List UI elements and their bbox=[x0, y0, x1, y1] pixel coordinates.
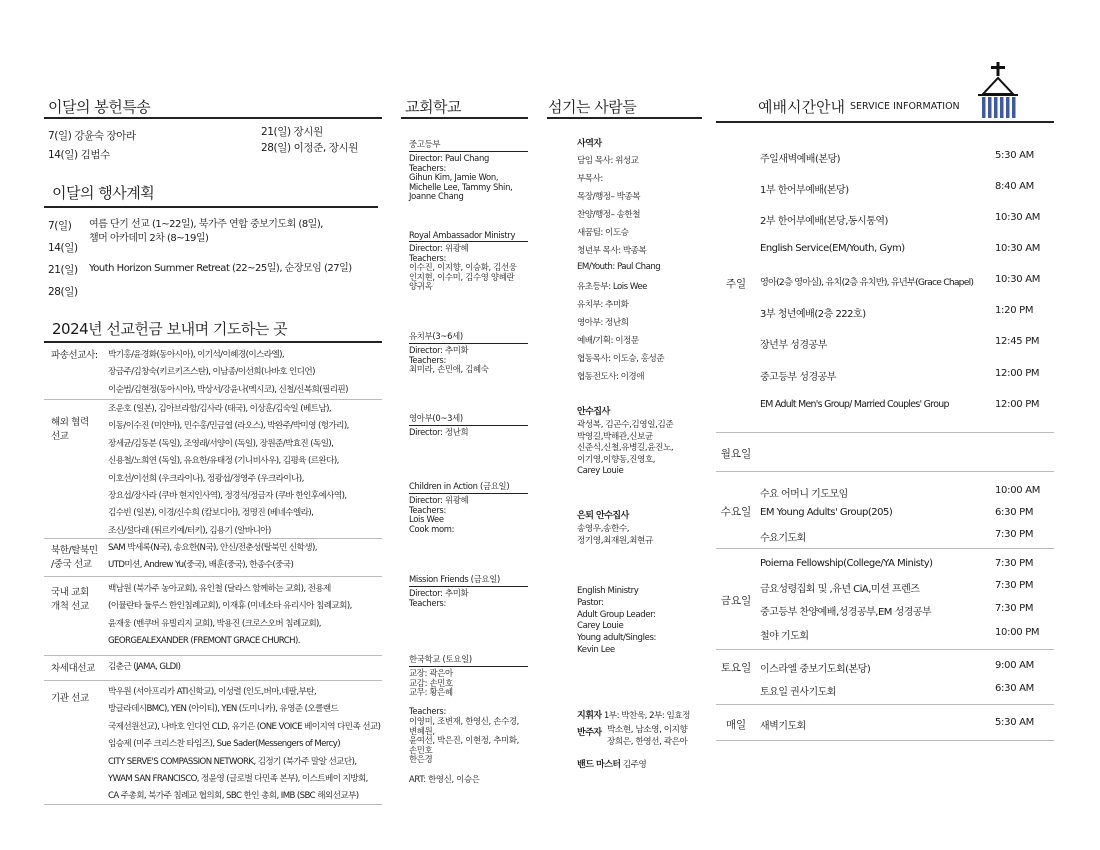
mission-label: 기관 선교 bbox=[51, 693, 89, 704]
service-name: 1부 한어부예배(본당) bbox=[760, 185, 849, 196]
service-time: 5:30 AM bbox=[995, 717, 1035, 728]
service-name: 새벽기도회 bbox=[760, 721, 806, 732]
events-rule bbox=[44, 206, 378, 208]
service-name: 주일새벽예배(본당) bbox=[760, 154, 841, 165]
service-time: 6:30 AM bbox=[995, 683, 1035, 694]
mission-lines bbox=[108, 684, 382, 806]
service-name: EM Adult Men's Group/ Married Couples' Group bbox=[760, 399, 949, 410]
mission-row-sent bbox=[44, 343, 382, 400]
mission-line: (이뮬란타 둘루스 한인침례교회), 이재휴 (미네소타 유리시아 침례교회), bbox=[108, 601, 352, 612]
accompanist-line bbox=[577, 725, 602, 738]
church-icon bbox=[975, 62, 1021, 120]
mission-title: 2024년 선교헌금 보내며 기도하는 곳 bbox=[52, 320, 288, 338]
dept-korean-school bbox=[409, 653, 528, 784]
service-separator bbox=[716, 704, 1054, 705]
service-time: 12:00 PM bbox=[995, 399, 1040, 410]
mission-line: 장세균/김동분 (독일), 조영래/서양이 (독일), 장원준/박효진 (독일), bbox=[108, 438, 334, 449]
service-time: 7:30 PM bbox=[995, 603, 1034, 614]
service-name: EM Young Adults' Group(205) bbox=[760, 507, 893, 518]
accompanist-label: 반주자 bbox=[577, 728, 602, 738]
dept-body: Director: 정난희 bbox=[409, 427, 469, 437]
events-title: 이달의 행사계획 bbox=[52, 184, 155, 202]
staff-item: 유치부: 추미화 bbox=[577, 300, 629, 310]
service-title: 예배시간안내 bbox=[758, 98, 845, 116]
mission-label: 파송선교사: bbox=[51, 350, 98, 361]
dept-head: Mission Friends (금요일) bbox=[409, 573, 528, 587]
staff-item: 청년부 목사: 박종복 bbox=[577, 246, 647, 256]
mission-line: YWAM SAN FRANCISCO, 정윤영 (글로벌 다민족 본부), 이스트베이 지방회, bbox=[108, 774, 368, 785]
mission-lines bbox=[108, 659, 382, 676]
mission-line: 이호선/이선희 (우크라이나), 정광섭/정영주 (우크라이나), bbox=[108, 473, 304, 484]
staff-item: 찬양/행정– 송한철 bbox=[577, 210, 641, 220]
staff-heading: 사역자 bbox=[577, 139, 602, 149]
staff-item: 부목사: bbox=[577, 174, 603, 184]
staff-item: 목장/행정– 박종복 bbox=[577, 192, 641, 202]
service-name: 중고등부 찬양예배,성경공부,EM 성경공부 bbox=[760, 607, 932, 618]
servants-title: 섬기는 사람들 bbox=[548, 98, 637, 116]
deacons-list: 곽성복, 김곤수,김영일,김준 박영길,박해관,신보균 신준식,신철,유병길,윤진노, 이기영,이향동,진영호, Carey Louie bbox=[577, 420, 674, 476]
event-day: 28(일) bbox=[48, 286, 78, 298]
mission-line: 이동/이수진 (미얀마), 민수홍/민금엽 (라오스), 박완주/박미영 (헝가리), bbox=[108, 421, 349, 432]
mission-lines bbox=[108, 401, 382, 540]
service-name: 영아(2층 영아실), 유치(2층 유치반), 유년부(Grace Chapel) bbox=[760, 277, 974, 288]
service-name: 수요 어머니 기도모임 bbox=[760, 489, 848, 500]
dept-body: 교장: 곽은아 교감: 손민호 교무: 황은혜 Teachers: 이영미, 조변재, 한영신, 손수경, 변혜원, 윤여선, 박은진, 이현정, 추미화, 손민호 한은경 ART: 한영신, 이승은 bbox=[409, 668, 520, 784]
service-rule bbox=[716, 121, 1054, 123]
staff-item: 담임 목사: 위성교 bbox=[577, 156, 639, 166]
english-ministry: English Ministry Pastor: Adult Group Leader: Carey Louie Young adult/Singles: Kevin Lee bbox=[577, 586, 657, 655]
mission-line: 윤재웅 (벤쿠버 유빌리지 교회), 박용진 (크로스오버 침례교회), bbox=[108, 618, 321, 629]
event-item: 챔머 아카데미 2차 (8~19일) bbox=[89, 233, 209, 244]
event-day: 21(일) bbox=[48, 264, 78, 276]
dept-head: 영아부(0~3세) bbox=[409, 412, 528, 426]
offering-title: 이달의 봉헌특송 bbox=[48, 98, 151, 116]
service-time: 10:00 AM bbox=[995, 485, 1041, 496]
service-separator bbox=[716, 471, 1054, 472]
conductor-value: 1부: 박찬욱, 2부: 임효정 bbox=[603, 711, 690, 721]
mission-line: GEORGEALEXANDER (FREMONT GRACE CHURCH). bbox=[108, 636, 300, 647]
mission-row-northkorea bbox=[44, 539, 382, 577]
mission-lines bbox=[108, 540, 382, 575]
dept-body: Director: 위광혜 Teachers: Lois Wee Cook mom: bbox=[409, 495, 469, 534]
band-line bbox=[577, 757, 646, 770]
band-value: 김주영 bbox=[622, 760, 647, 770]
dept-head: Royal Ambassador Ministry bbox=[409, 230, 528, 242]
offering-entry: 28(일) 이정준, 장시원 bbox=[261, 142, 358, 154]
service-name: 토요일 권사기도회 bbox=[760, 687, 836, 698]
dept-mission-friends bbox=[409, 573, 528, 608]
accompanist-value: 박소현, 남소영, 이지향 장희은, 한영선, 곽은아 bbox=[607, 725, 688, 747]
mission-line: 임승제 (미주 크리스찬 타임즈), Sue Sader(Messengers of Mercy) bbox=[108, 739, 340, 750]
retired-deacons-list: 송영우,송한수, 정기영,최재원,최현규 bbox=[577, 524, 653, 546]
mission-line: 방글라데시BMC), YEN (아이티), YEN (도미니카), 유영준 (오클랜드 bbox=[108, 704, 339, 715]
service-time: 7:30 PM bbox=[995, 580, 1034, 591]
servants-rule bbox=[547, 117, 702, 119]
mission-row-overseas bbox=[44, 400, 382, 539]
service-name: 2부 한어부예배(본당,동시통역) bbox=[760, 216, 888, 227]
retired-deacons-heading: 은퇴 안수집사 bbox=[577, 511, 629, 521]
event-item: 여름 단기 선교 (1~22일), 북가주 연합 중보기도회 (8일), bbox=[89, 219, 323, 230]
day-friday: 금요일 bbox=[720, 595, 752, 607]
service-time: 10:30 AM bbox=[995, 274, 1041, 285]
service-time: 12:00 PM bbox=[995, 368, 1040, 379]
mission-line: 김춘근 (JAMA, GLDI) bbox=[108, 662, 181, 672]
staff-item: 영아부: 정난희 bbox=[577, 318, 629, 328]
dept-preschool bbox=[409, 330, 528, 375]
mission-lines bbox=[108, 347, 382, 399]
day-monday: 월요일 bbox=[720, 448, 752, 460]
mission-lines bbox=[108, 581, 382, 651]
mission-line: 백남원 (북가주 농아교회), 유인철 (달라스 함께하는 교회), 전용제 bbox=[108, 584, 331, 594]
mission-line: 박기홍/윤경화(동아시아), 이기석/이혜경(이스라엘), bbox=[108, 350, 285, 360]
dept-youth bbox=[409, 138, 528, 202]
mission-line: 조운호 (일본), 김아브라함/김사라 (태국), 이상훈/김숙일 (베트남), bbox=[108, 404, 331, 414]
dept-head: 한국학교 (토요일) bbox=[409, 653, 528, 667]
dept-head: 중고등부 bbox=[409, 138, 528, 152]
staff-item: 협동목사: 이도승, 홍성준 bbox=[577, 354, 665, 364]
service-time: 6:30 PM bbox=[995, 507, 1034, 518]
mission-line: CITY SERVE'S COMPASSION NETWORK, 김정기 (북가주 말알 선교단), bbox=[108, 756, 357, 767]
offering-entry: 14(일) 김범수 bbox=[48, 149, 110, 161]
mission-line: 김수빈 (일본), 이경/신수희 (캄보디아), 정명진 (베네수엘라), bbox=[108, 508, 314, 519]
event-day: 14(일) bbox=[48, 242, 78, 254]
service-name: 중고등부 성경공부 bbox=[760, 372, 836, 383]
service-name: English Service(EM/Youth, Gym) bbox=[760, 243, 905, 254]
mission-label: 북한/탈북민 /중국 선교 bbox=[51, 545, 98, 570]
day-wednesday: 수요일 bbox=[720, 506, 752, 518]
mission-line: 박우원 (서아프리카 ATI신학교), 이성렬 (인도,버마,네팔,부탄, bbox=[108, 687, 317, 697]
service-time: 12:45 PM bbox=[995, 336, 1040, 347]
service-time: 10:00 PM bbox=[995, 627, 1040, 638]
staff-item: 협동전도사: 이경애 bbox=[577, 372, 645, 382]
event-day: 7(일) bbox=[48, 220, 72, 232]
service-name: 이스라엘 중보기도회(본당) bbox=[760, 664, 871, 675]
mission-label: 해외 협력 선교 bbox=[51, 417, 89, 442]
dept-body: Director: 추미화 Teachers: bbox=[409, 588, 469, 608]
day-daily: 매일 bbox=[725, 719, 747, 731]
mission-label: 국내 교회 개척 선교 bbox=[51, 587, 89, 612]
service-time: 8:40 AM bbox=[995, 181, 1035, 192]
day-saturday: 토요일 bbox=[720, 662, 752, 674]
offering-entry: 21(일) 장시원 bbox=[261, 126, 323, 138]
deacons-heading: 안수집사 bbox=[577, 407, 610, 417]
mission-line: CA 주총회, 북가주 침례교 협의회, SBC 한인 총회, IMB (SBC 해외선교부) bbox=[108, 791, 359, 802]
staff-item: 새꿈팀: 이도승 bbox=[577, 228, 629, 238]
school-title: 교회학교 bbox=[405, 98, 461, 116]
day-sunday: 주일 bbox=[725, 278, 747, 290]
staff-item: 유초등부: Lois Wee bbox=[577, 282, 647, 292]
conductor-line bbox=[577, 708, 690, 721]
event-item: Youth Horizon Summer Retreat (22~25일), 순장모임 (27일) bbox=[89, 263, 352, 274]
dept-body: Director: Paul Chang Teachers: Gihun Kim, Jamie Won, Michelle Lee, Tammy Shin, Joanne Chang bbox=[409, 153, 513, 202]
service-name: 3부 청년예배(2층 222호) bbox=[760, 309, 866, 320]
mission-label: 차세대선교 bbox=[51, 663, 95, 674]
service-separator bbox=[716, 432, 1054, 433]
offering-entry: 7(일) 강윤숙 장아라 bbox=[48, 130, 136, 142]
service-time: 10:30 AM bbox=[995, 243, 1041, 254]
mission-line: 국제선원선교), 나바호 인디언 CLD, 유기은 (ONE VOICE 베이지역 다민족 선교) bbox=[108, 721, 381, 732]
conductor-label: 지휘자 bbox=[577, 711, 602, 721]
dept-infant bbox=[409, 412, 528, 438]
school-rule bbox=[401, 117, 528, 119]
service-title-english: SERVICE INFORMATION bbox=[850, 101, 960, 112]
staff-item: 예배/기획: 이정문 bbox=[577, 336, 639, 346]
band-label: 밴드 마스터 bbox=[577, 760, 621, 770]
dept-children-in-action bbox=[409, 480, 528, 534]
mission-line: 신용철/노희연 (독일), 유요한/유태정 (기니비사우), 김평육 (르완다), bbox=[108, 456, 339, 467]
service-time: 10:30 AM bbox=[995, 212, 1041, 223]
mission-line: 이순범/김현정(동아시아), 박상서/강윤나(멕시코), 신철/신복희(필리핀) bbox=[108, 384, 348, 395]
service-separator bbox=[716, 649, 1054, 650]
dept-head: 유치부(3~6세) bbox=[409, 330, 528, 344]
service-time: 1:20 PM bbox=[995, 305, 1034, 316]
service-time: 9:00 AM bbox=[995, 660, 1035, 671]
mission-row-domestic bbox=[44, 577, 382, 656]
mission-line: 장금주/김창숙(키르키즈스탄), 이남종/이선희(나바호 인디언) bbox=[108, 367, 315, 378]
service-name: 수요기도회 bbox=[760, 533, 806, 544]
dept-body: Director: 위광혜 Teachers: 이수진, 이지향, 이승화, 김선웅 인지현, 이수미, 김수영 양혜란 양귀옥 bbox=[409, 243, 517, 292]
dept-head: Children in Action (금요일) bbox=[409, 480, 528, 494]
service-name: 금요성령집회 및 ,유년 CiA,미션 프렌즈 bbox=[760, 584, 920, 595]
service-name: 철야 기도회 bbox=[760, 631, 809, 642]
service-name: 장년부 성경공부 bbox=[760, 340, 827, 351]
mission-row-institution bbox=[44, 681, 382, 805]
service-name: Poiema Fellowship(College/YA Ministy) bbox=[760, 558, 933, 569]
service-time: 7:30 PM bbox=[995, 558, 1034, 569]
service-time: 7:30 PM bbox=[995, 529, 1034, 540]
mission-line: UTD미션, Andrew Yu(중국), 배훈(중국), 한종수(중국) bbox=[108, 560, 294, 571]
mission-row-nextgen bbox=[44, 656, 382, 681]
staff-item: EM/Youth: Paul Chang bbox=[577, 262, 661, 272]
dept-body: Director: 추미화 Teachers: 최미라, 손민애, 김혜숙 bbox=[409, 345, 489, 375]
mission-line: 장요섭/장사라 (쿠바 현지인사역), 정경석/정금자 (쿠바 한인후예사역), bbox=[108, 491, 347, 502]
service-time: 5:30 AM bbox=[995, 150, 1035, 161]
offering-rule bbox=[44, 117, 382, 119]
dept-royal-ambassador bbox=[409, 230, 528, 292]
service-separator bbox=[716, 740, 1054, 741]
mission-line: 조신/설다래 (튀르키예/터키), 김용기 (알바니아) bbox=[108, 525, 271, 536]
mission-line: SAM 박세록(N국), 송요한(N국), 안신/전춘성(탈북민 신학생), bbox=[108, 543, 317, 553]
service-separator bbox=[716, 548, 1054, 549]
